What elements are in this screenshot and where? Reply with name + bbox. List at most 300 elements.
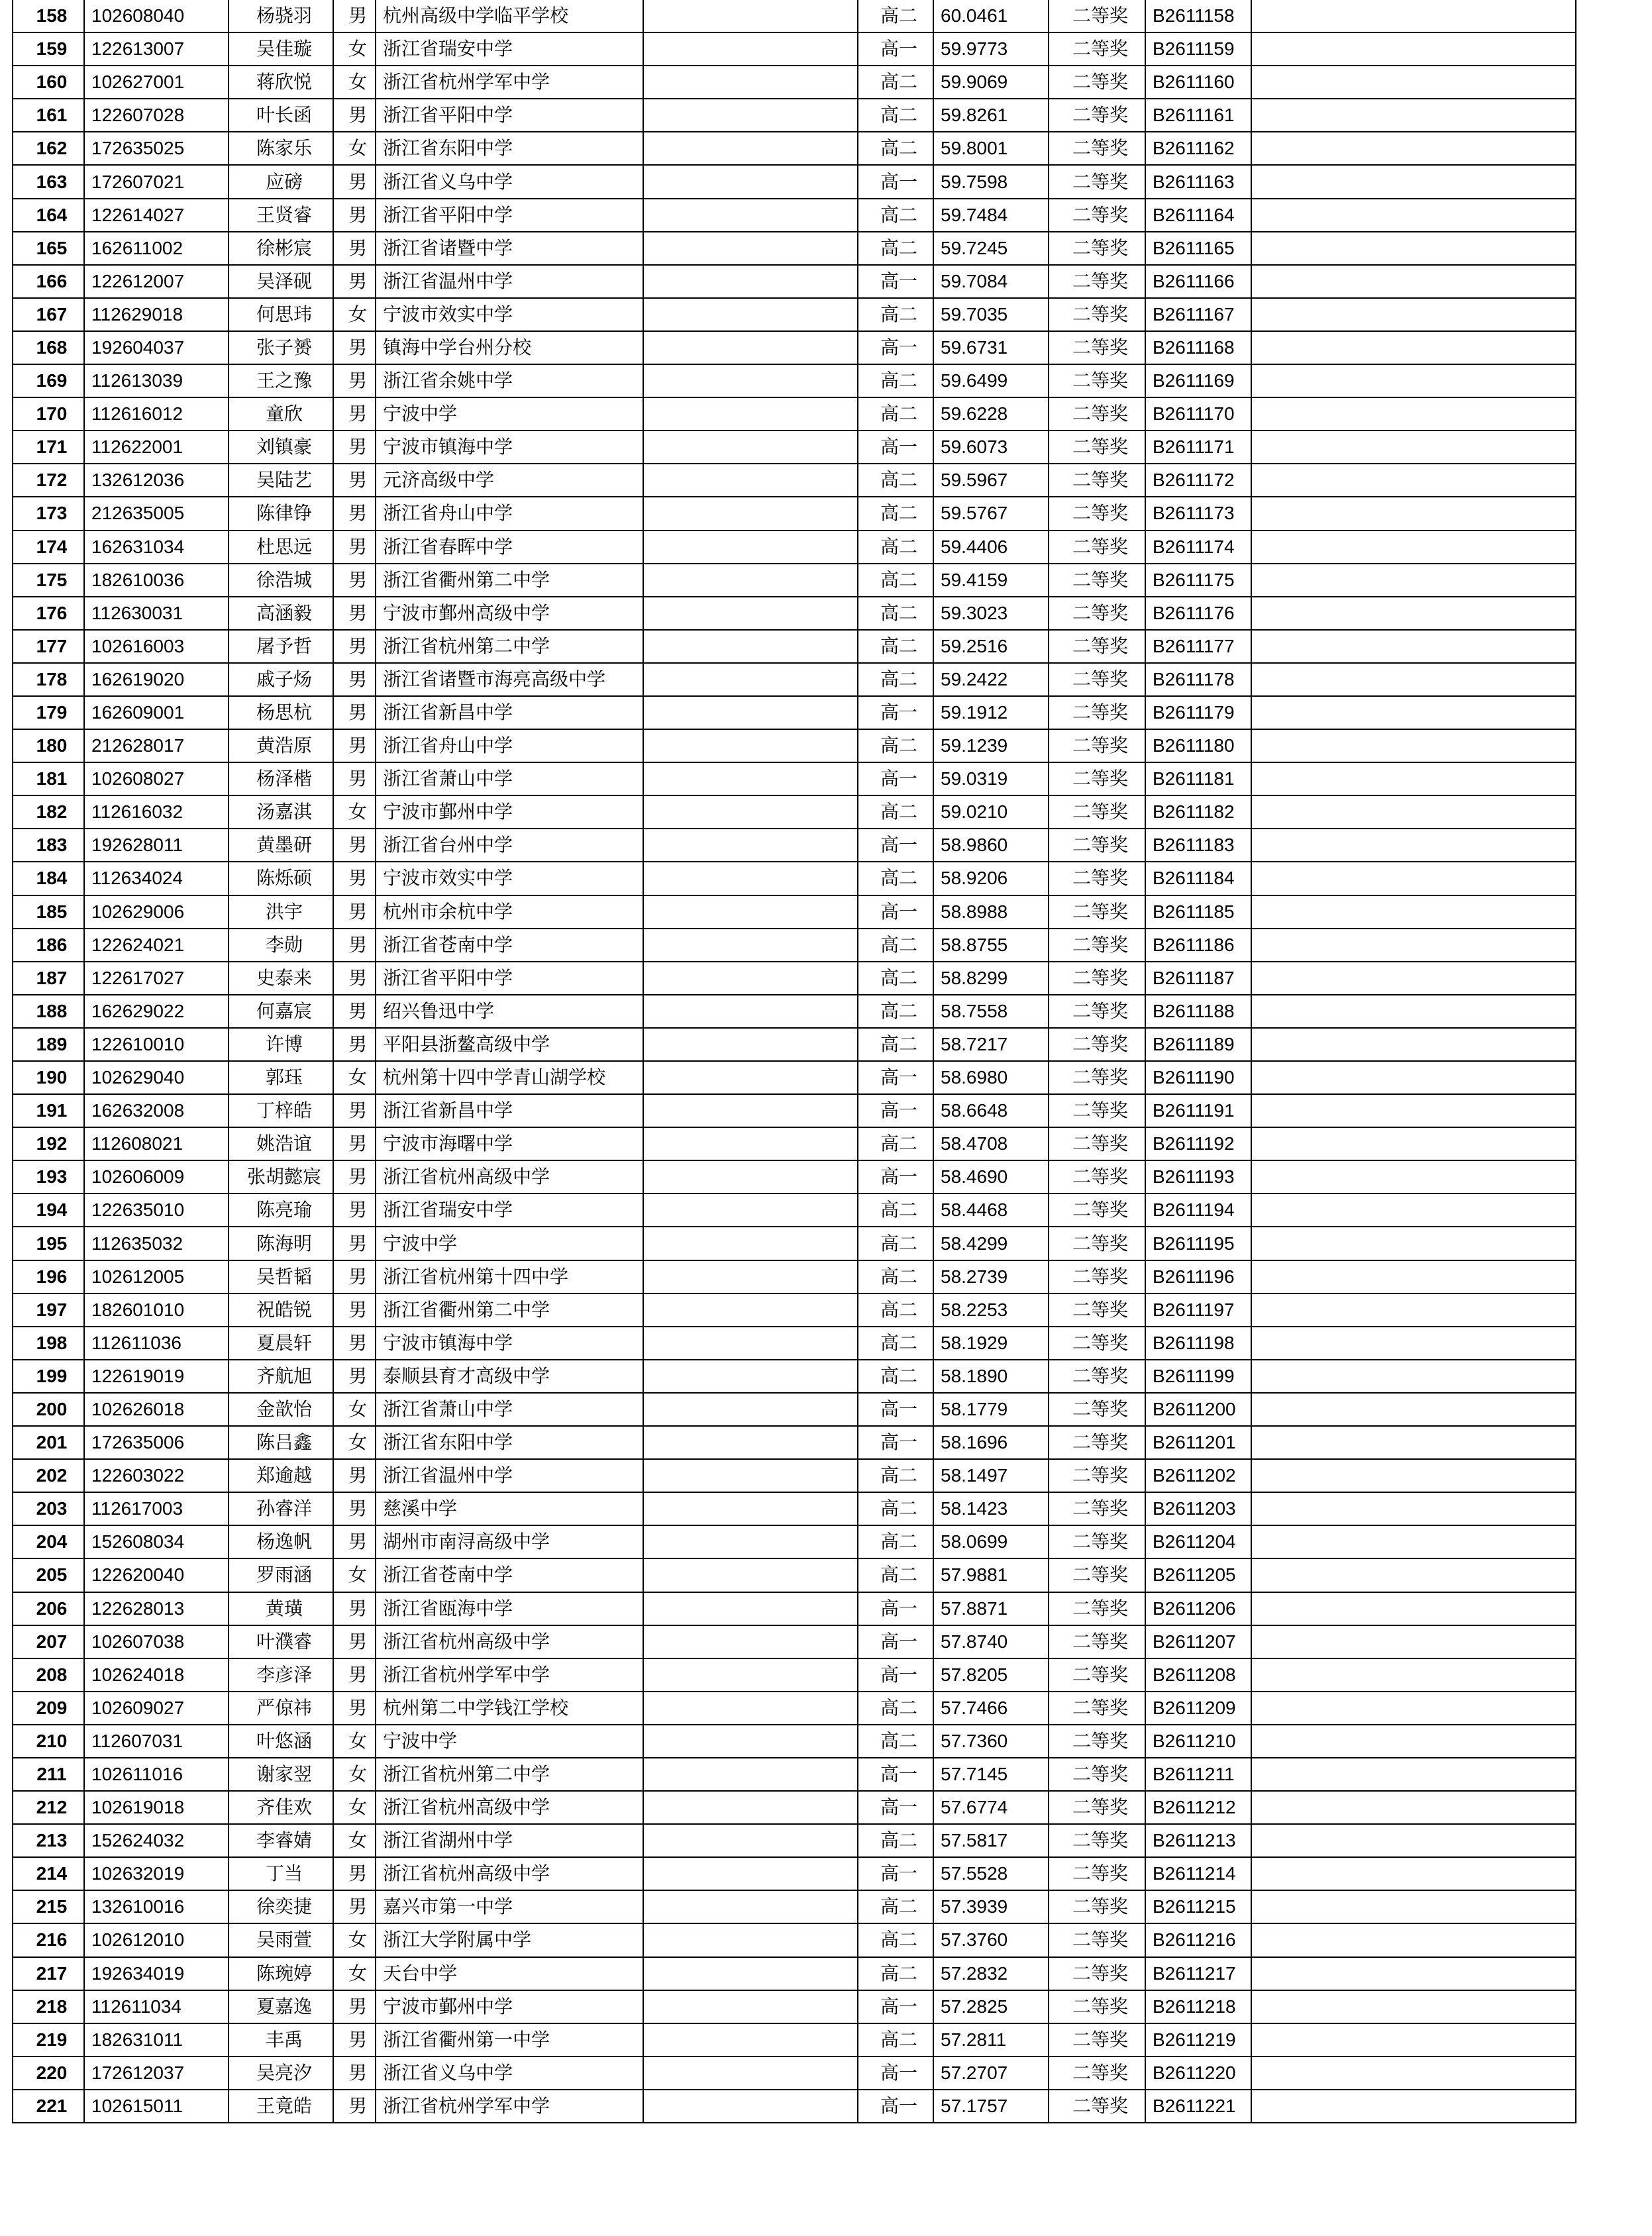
school-cell: 浙江省湖州中学 — [376, 1824, 643, 1857]
exam-id-cell: 122620040 — [84, 1558, 229, 1592]
score-cell: 57.2832 — [933, 1957, 1049, 1990]
student-name-cell: 吴亮汐 — [229, 2057, 333, 2090]
certificate-number-cell: B2611170 — [1145, 397, 1251, 431]
certificate-number-cell: B2611162 — [1145, 132, 1251, 165]
gender-cell: 女 — [333, 795, 376, 829]
school-cell: 杭州市余杭中学 — [376, 895, 643, 929]
certificate-number-cell: B2611158 — [1145, 0, 1251, 32]
award-cell: 二等奖 — [1049, 962, 1145, 995]
award-cell: 二等奖 — [1049, 1957, 1145, 1990]
empty-cell — [643, 995, 858, 1028]
rank-cell: 210 — [13, 1725, 84, 1758]
school-cell: 浙江省苍南中学 — [376, 1558, 643, 1592]
gender-cell: 女 — [333, 1923, 376, 1956]
rank-cell: 178 — [13, 663, 84, 696]
certificate-number-cell: B2611186 — [1145, 929, 1251, 962]
school-cell: 慈溪中学 — [376, 1492, 643, 1525]
gender-cell: 女 — [333, 66, 376, 99]
grade-cell: 高二 — [858, 1227, 933, 1260]
remarks-cell — [1251, 1725, 1576, 1758]
grade-cell: 高一 — [858, 1393, 933, 1426]
remarks-cell — [1251, 895, 1576, 929]
empty-cell — [643, 1558, 858, 1592]
student-name-cell: 齐航旭 — [229, 1360, 333, 1393]
exam-id-cell: 122619019 — [84, 1360, 229, 1393]
school-cell: 浙江省平阳中学 — [376, 962, 643, 995]
score-cell: 58.1423 — [933, 1492, 1049, 1525]
award-cell: 二等奖 — [1049, 1492, 1145, 1525]
grade-cell: 高一 — [858, 696, 933, 729]
score-cell: 59.5767 — [933, 497, 1049, 530]
table-row — [13, 2090, 1576, 2123]
remarks-cell — [1251, 1625, 1576, 1658]
exam-id-cell: 172612037 — [84, 2057, 229, 2090]
rank-cell: 172 — [13, 464, 84, 497]
award-cell: 二等奖 — [1049, 1327, 1145, 1360]
table-row — [13, 298, 1576, 331]
rank-cell: 192 — [13, 1127, 84, 1160]
student-name-cell: 丰禹 — [229, 2023, 333, 2057]
score-cell: 59.1239 — [933, 729, 1049, 762]
award-cell: 二等奖 — [1049, 564, 1145, 597]
exam-id-cell: 162632008 — [84, 1094, 229, 1127]
grade-cell: 高二 — [858, 364, 933, 397]
school-cell: 浙江省舟山中学 — [376, 497, 643, 530]
certificate-number-cell: B2611169 — [1145, 364, 1251, 397]
student-name-cell: 杨逸帆 — [229, 1525, 333, 1558]
remarks-cell — [1251, 1393, 1576, 1426]
gender-cell: 男 — [333, 1028, 376, 1061]
school-cell: 宁波市效实中学 — [376, 862, 643, 895]
table-row — [13, 165, 1576, 198]
remarks-cell — [1251, 1426, 1576, 1459]
exam-id-cell: 152624032 — [84, 1824, 229, 1857]
gender-cell: 男 — [333, 2090, 376, 2123]
table-row — [13, 364, 1576, 397]
score-cell: 59.8001 — [933, 132, 1049, 165]
rank-cell: 177 — [13, 630, 84, 663]
rank-cell: 171 — [13, 431, 84, 464]
score-cell: 58.4468 — [933, 1194, 1049, 1227]
rank-cell: 197 — [13, 1294, 84, 1327]
student-name-cell: 吴陆艺 — [229, 464, 333, 497]
student-name-cell: 陈家乐 — [229, 132, 333, 165]
gender-cell: 男 — [333, 1094, 376, 1127]
certificate-number-cell: B2611212 — [1145, 1791, 1251, 1824]
student-name-cell: 张胡懿宸 — [229, 1160, 333, 1194]
exam-id-cell: 102624018 — [84, 1658, 229, 1692]
exam-id-cell: 102615011 — [84, 2090, 229, 2123]
certificate-number-cell: B2611213 — [1145, 1824, 1251, 1857]
certificate-number-cell: B2611193 — [1145, 1160, 1251, 1194]
exam-id-cell: 192604037 — [84, 331, 229, 364]
award-cell: 二等奖 — [1049, 597, 1145, 630]
student-name-cell: 叶长函 — [229, 99, 333, 132]
table-row — [13, 1857, 1576, 1890]
exam-id-cell: 112611036 — [84, 1327, 229, 1360]
remarks-cell — [1251, 962, 1576, 995]
school-cell: 泰顺县育才高级中学 — [376, 1360, 643, 1393]
gender-cell: 男 — [333, 1525, 376, 1558]
award-cell: 二等奖 — [1049, 2057, 1145, 2090]
empty-cell — [643, 1725, 858, 1758]
certificate-number-cell: B2611177 — [1145, 630, 1251, 663]
grade-cell: 高二 — [858, 132, 933, 165]
table-row — [13, 1558, 1576, 1592]
award-cell: 二等奖 — [1049, 1625, 1145, 1658]
school-cell: 宁波中学 — [376, 1227, 643, 1260]
school-cell: 浙江省余姚中学 — [376, 364, 643, 397]
score-cell: 58.4299 — [933, 1227, 1049, 1260]
certificate-number-cell: B2611211 — [1145, 1758, 1251, 1791]
score-cell: 59.2422 — [933, 663, 1049, 696]
score-cell: 59.5967 — [933, 464, 1049, 497]
rank-cell: 165 — [13, 232, 84, 265]
award-cell: 二等奖 — [1049, 2023, 1145, 2057]
score-cell: 57.8205 — [933, 1658, 1049, 1692]
remarks-cell — [1251, 397, 1576, 431]
empty-cell — [643, 331, 858, 364]
gender-cell: 女 — [333, 132, 376, 165]
rank-cell: 196 — [13, 1260, 84, 1294]
remarks-cell — [1251, 531, 1576, 564]
exam-id-cell: 102626018 — [84, 1393, 229, 1426]
rank-cell: 167 — [13, 298, 84, 331]
gender-cell: 男 — [333, 1327, 376, 1360]
rank-cell: 190 — [13, 1061, 84, 1094]
grade-cell: 高一 — [858, 1094, 933, 1127]
score-cell: 58.2739 — [933, 1260, 1049, 1294]
school-cell: 宁波市鄞州中学 — [376, 795, 643, 829]
table-row — [13, 1327, 1576, 1360]
rank-cell: 201 — [13, 1426, 84, 1459]
remarks-cell — [1251, 0, 1576, 32]
table-row — [13, 795, 1576, 829]
remarks-cell — [1251, 696, 1576, 729]
table-row — [13, 99, 1576, 132]
rank-cell: 169 — [13, 364, 84, 397]
remarks-cell — [1251, 232, 1576, 265]
table-row — [13, 397, 1576, 431]
school-cell: 浙江省杭州学军中学 — [376, 2090, 643, 2123]
score-cell: 57.1757 — [933, 2090, 1049, 2123]
empty-cell — [643, 962, 858, 995]
table-row — [13, 895, 1576, 929]
remarks-cell — [1251, 1658, 1576, 1692]
rank-cell: 166 — [13, 265, 84, 298]
student-name-cell: 叶濮睿 — [229, 1625, 333, 1658]
remarks-cell — [1251, 1094, 1576, 1127]
score-cell: 59.4406 — [933, 531, 1049, 564]
school-cell: 浙江省瑞安中学 — [376, 1194, 643, 1227]
rank-cell: 202 — [13, 1459, 84, 1492]
score-cell: 57.2707 — [933, 2057, 1049, 2090]
exam-id-cell: 112634024 — [84, 862, 229, 895]
score-cell: 59.7598 — [933, 165, 1049, 198]
table-row — [13, 1791, 1576, 1824]
table-body — [13, 0, 1576, 2123]
school-cell: 绍兴鲁迅中学 — [376, 995, 643, 1028]
empty-cell — [643, 1857, 858, 1890]
gender-cell: 女 — [333, 32, 376, 66]
school-cell: 浙江省舟山中学 — [376, 729, 643, 762]
score-cell: 58.7217 — [933, 1028, 1049, 1061]
score-cell: 57.3760 — [933, 1923, 1049, 1956]
certificate-number-cell: B2611197 — [1145, 1294, 1251, 1327]
gender-cell: 男 — [333, 1658, 376, 1692]
school-cell: 宁波市海曙中学 — [376, 1127, 643, 1160]
grade-cell: 高二 — [858, 663, 933, 696]
gender-cell: 女 — [333, 1957, 376, 1990]
gender-cell: 男 — [333, 729, 376, 762]
grade-cell: 高二 — [858, 995, 933, 1028]
score-cell: 57.7145 — [933, 1758, 1049, 1791]
table-row — [13, 1625, 1576, 1658]
table-row — [13, 1725, 1576, 1758]
remarks-cell — [1251, 795, 1576, 829]
exam-id-cell: 212628017 — [84, 729, 229, 762]
grade-cell: 高一 — [858, 1658, 933, 1692]
remarks-cell — [1251, 1857, 1576, 1890]
certificate-number-cell: B2611178 — [1145, 663, 1251, 696]
award-cell: 二等奖 — [1049, 862, 1145, 895]
student-name-cell: 祝皓锐 — [229, 1294, 333, 1327]
student-name-cell: 陈烁硕 — [229, 862, 333, 895]
school-cell: 浙江省新昌中学 — [376, 696, 643, 729]
score-cell: 59.9069 — [933, 66, 1049, 99]
grade-cell: 高一 — [858, 32, 933, 66]
exam-id-cell: 172635025 — [84, 132, 229, 165]
rank-cell: 200 — [13, 1393, 84, 1426]
score-cell: 58.1890 — [933, 1360, 1049, 1393]
school-cell: 浙江省台州中学 — [376, 829, 643, 862]
table-row — [13, 132, 1576, 165]
score-cell: 59.0210 — [933, 795, 1049, 829]
school-cell: 浙江省杭州高级中学 — [376, 1791, 643, 1824]
gender-cell: 男 — [333, 1492, 376, 1525]
school-cell: 杭州高级中学临平学校 — [376, 0, 643, 32]
student-name-cell: 王竟皓 — [229, 2090, 333, 2123]
student-name-cell: 许博 — [229, 1028, 333, 1061]
gender-cell: 男 — [333, 1890, 376, 1923]
certificate-number-cell: B2611167 — [1145, 298, 1251, 331]
grade-cell: 高二 — [858, 1028, 933, 1061]
grade-cell: 高二 — [858, 862, 933, 895]
remarks-cell — [1251, 331, 1576, 364]
exam-id-cell: 122628013 — [84, 1592, 229, 1625]
table-row — [13, 1426, 1576, 1459]
exam-id-cell: 102606009 — [84, 1160, 229, 1194]
school-cell: 浙江省平阳中学 — [376, 199, 643, 232]
student-name-cell: 张子赟 — [229, 331, 333, 364]
student-name-cell: 丁梓皓 — [229, 1094, 333, 1127]
grade-cell: 高二 — [858, 99, 933, 132]
certificate-number-cell: B2611221 — [1145, 2090, 1251, 2123]
rank-cell: 174 — [13, 531, 84, 564]
empty-cell — [643, 265, 858, 298]
remarks-cell — [1251, 1758, 1576, 1791]
school-cell: 湖州市南浔高级中学 — [376, 1525, 643, 1558]
student-name-cell: 童欣 — [229, 397, 333, 431]
empty-cell — [643, 1028, 858, 1061]
rank-cell: 183 — [13, 829, 84, 862]
award-cell: 二等奖 — [1049, 1426, 1145, 1459]
award-cell: 二等奖 — [1049, 165, 1145, 198]
score-cell: 57.3939 — [933, 1890, 1049, 1923]
school-cell: 浙江省衢州第二中学 — [376, 1294, 643, 1327]
exam-id-cell: 102609027 — [84, 1692, 229, 1725]
empty-cell — [643, 66, 858, 99]
exam-id-cell: 162619020 — [84, 663, 229, 696]
gender-cell: 男 — [333, 929, 376, 962]
school-cell: 浙江省温州中学 — [376, 265, 643, 298]
remarks-cell — [1251, 1824, 1576, 1857]
certificate-number-cell: B2611179 — [1145, 696, 1251, 729]
student-name-cell: 徐浩城 — [229, 564, 333, 597]
score-cell: 57.7360 — [933, 1725, 1049, 1758]
student-name-cell: 吴雨萱 — [229, 1923, 333, 1956]
certificate-number-cell: B2611208 — [1145, 1658, 1251, 1692]
student-name-cell: 陈海明 — [229, 1227, 333, 1260]
table-row — [13, 431, 1576, 464]
exam-id-cell: 112635032 — [84, 1227, 229, 1260]
empty-cell — [643, 729, 858, 762]
score-cell: 58.8299 — [933, 962, 1049, 995]
award-cell: 二等奖 — [1049, 1758, 1145, 1791]
grade-cell: 高二 — [858, 564, 933, 597]
table-row — [13, 1028, 1576, 1061]
school-cell: 杭州第十四中学青山湖学校 — [376, 1061, 643, 1094]
rank-cell: 191 — [13, 1094, 84, 1127]
exam-id-cell: 122612007 — [84, 265, 229, 298]
rank-cell: 160 — [13, 66, 84, 99]
school-cell: 杭州第二中学钱江学校 — [376, 1692, 643, 1725]
rank-cell: 209 — [13, 1692, 84, 1725]
remarks-cell — [1251, 1791, 1576, 1824]
rank-cell: 186 — [13, 929, 84, 962]
grade-cell: 高二 — [858, 795, 933, 829]
award-cell: 二等奖 — [1049, 1127, 1145, 1160]
certificate-number-cell: B2611171 — [1145, 431, 1251, 464]
award-cell: 二等奖 — [1049, 1393, 1145, 1426]
award-cell: 二等奖 — [1049, 531, 1145, 564]
gender-cell: 男 — [333, 962, 376, 995]
rank-cell: 219 — [13, 2023, 84, 2057]
table-row — [13, 1160, 1576, 1194]
student-name-cell: 史泰来 — [229, 962, 333, 995]
empty-cell — [643, 1194, 858, 1227]
remarks-cell — [1251, 1227, 1576, 1260]
student-name-cell: 黄墨研 — [229, 829, 333, 862]
exam-id-cell: 122607028 — [84, 99, 229, 132]
student-name-cell: 郑逾越 — [229, 1459, 333, 1492]
award-cell: 二等奖 — [1049, 364, 1145, 397]
empty-cell — [643, 1094, 858, 1127]
grade-cell: 高二 — [858, 1127, 933, 1160]
table-row — [13, 597, 1576, 630]
student-name-cell: 杨泽楷 — [229, 762, 333, 795]
score-cell: 58.4690 — [933, 1160, 1049, 1194]
remarks-cell — [1251, 2057, 1576, 2090]
remarks-cell — [1251, 630, 1576, 663]
gender-cell: 男 — [333, 1625, 376, 1658]
certificate-number-cell: B2611209 — [1145, 1692, 1251, 1725]
award-cell: 二等奖 — [1049, 1294, 1145, 1327]
remarks-cell — [1251, 1294, 1576, 1327]
rank-cell: 176 — [13, 597, 84, 630]
table-row — [13, 232, 1576, 265]
student-name-cell: 陈吕鑫 — [229, 1426, 333, 1459]
empty-cell — [643, 1923, 858, 1956]
table-row — [13, 1692, 1576, 1725]
remarks-cell — [1251, 1061, 1576, 1094]
award-cell: 二等奖 — [1049, 795, 1145, 829]
certificate-number-cell: B2611159 — [1145, 32, 1251, 66]
empty-cell — [643, 497, 858, 530]
score-cell: 58.1929 — [933, 1327, 1049, 1360]
grade-cell: 高二 — [858, 1824, 933, 1857]
certificate-number-cell: B2611216 — [1145, 1923, 1251, 1956]
remarks-cell — [1251, 1692, 1576, 1725]
empty-cell — [643, 531, 858, 564]
grade-cell: 高二 — [858, 1327, 933, 1360]
student-name-cell: 郭珏 — [229, 1061, 333, 1094]
exam-id-cell: 192628011 — [84, 829, 229, 862]
school-cell: 浙江省杭州第二中学 — [376, 630, 643, 663]
certificate-number-cell: B2611164 — [1145, 199, 1251, 232]
remarks-cell — [1251, 1028, 1576, 1061]
exam-id-cell: 182631011 — [84, 2023, 229, 2057]
rank-cell: 161 — [13, 99, 84, 132]
remarks-cell — [1251, 32, 1576, 66]
empty-cell — [643, 597, 858, 630]
gender-cell: 女 — [333, 298, 376, 331]
rank-cell: 159 — [13, 32, 84, 66]
table-row — [13, 1758, 1576, 1791]
score-cell: 57.2825 — [933, 1990, 1049, 2023]
gender-cell: 男 — [333, 630, 376, 663]
certificate-number-cell: B2611200 — [1145, 1393, 1251, 1426]
certificate-number-cell: B2611182 — [1145, 795, 1251, 829]
exam-id-cell: 132610016 — [84, 1890, 229, 1923]
gender-cell: 男 — [333, 1857, 376, 1890]
score-cell: 57.8871 — [933, 1592, 1049, 1625]
school-cell: 浙江省杭州高级中学 — [376, 1857, 643, 1890]
award-cell: 二等奖 — [1049, 1857, 1145, 1890]
award-cell: 二等奖 — [1049, 1890, 1145, 1923]
table-row — [13, 331, 1576, 364]
certificate-number-cell: B2611165 — [1145, 232, 1251, 265]
school-cell: 元济高级中学 — [376, 464, 643, 497]
grade-cell: 高二 — [858, 298, 933, 331]
gender-cell: 女 — [333, 1061, 376, 1094]
remarks-cell — [1251, 1327, 1576, 1360]
gender-cell: 男 — [333, 1127, 376, 1160]
rank-cell: 212 — [13, 1791, 84, 1824]
award-cell: 二等奖 — [1049, 1094, 1145, 1127]
empty-cell — [643, 364, 858, 397]
remarks-cell — [1251, 99, 1576, 132]
exam-id-cell: 112629018 — [84, 298, 229, 331]
student-name-cell: 屠予哲 — [229, 630, 333, 663]
gender-cell: 男 — [333, 1194, 376, 1227]
gender-cell: 男 — [333, 464, 376, 497]
award-cell: 二等奖 — [1049, 1028, 1145, 1061]
table-row — [13, 696, 1576, 729]
certificate-number-cell: B2611206 — [1145, 1592, 1251, 1625]
certificate-number-cell: B2611166 — [1145, 265, 1251, 298]
score-cell: 59.2516 — [933, 630, 1049, 663]
